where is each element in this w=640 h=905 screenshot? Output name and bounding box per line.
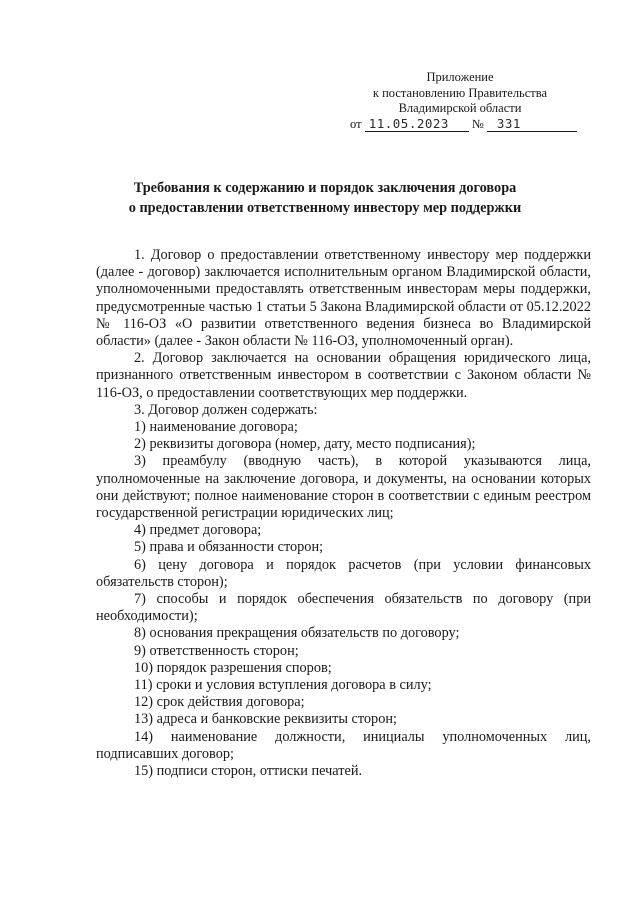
- paragraph-3: 3. Договор должен содержать:: [134, 401, 318, 418]
- title-line-2: о предоставлении ответственному инвестору мер поддержки: [128, 200, 522, 216]
- list-item-2: 2) реквизиты договора (номер, дату, место подписания);: [134, 436, 476, 453]
- list-item-8: 8) основания прекращения обязательств по договору;: [134, 625, 460, 642]
- appendix-resolution: к постановлению Правительства: [372, 85, 548, 100]
- list-item-7: 7) способы и порядок обеспечения обязательств по договору (при необходимости);: [96, 591, 591, 625]
- list-item-11: 11) сроки и условия вступления договора в силу;: [134, 677, 432, 694]
- appendix-header: [340, 70, 580, 132]
- appendix-label: Приложение: [426, 70, 494, 84]
- number-prefix: №: [471, 116, 484, 131]
- list-item-12: 12) срок действия договора;: [134, 694, 305, 711]
- appendix-date-line: [350, 117, 580, 133]
- document-title: [60, 178, 590, 218]
- date-field: [365, 117, 469, 132]
- appendix-region: Владимирской области: [398, 101, 522, 115]
- list-item-1: 1) наименование договора;: [134, 419, 298, 436]
- document-body: [96, 247, 591, 780]
- list-item-3: 3) преамбулу (вводную часть), в которой указываются лица, уполномоченные на заключение договора, и документы, на основании которых они действуют; полное наименование сторон в соответствии с единым реестром государственной регистрации юридических лиц;: [96, 453, 591, 522]
- list-item-9: 9) ответственность сторон;: [134, 642, 299, 659]
- number-field: [487, 117, 577, 132]
- paragraph-2: 2. Договор заключается на основании обращения юридического лица, признанного ответственным инвестором в соответствии с Законом области № 116-ОЗ, о предоставлении соответствующих мер поддержки.: [96, 350, 591, 401]
- date-value: 11.05.2023: [368, 115, 449, 131]
- date-prefix: от: [350, 116, 362, 131]
- list-item-14: 14) наименование должности, инициалы уполномоченных лиц, подписавших договор;: [96, 728, 591, 762]
- list-item-13: 13) адреса и банковские реквизиты сторон;: [134, 711, 397, 728]
- list-item-15: 15) подписи сторон, оттиски печатей.: [134, 763, 363, 780]
- title-line-1: Требования к содержанию и порядок заключения договора: [133, 180, 517, 196]
- list-item-5: 5) права и обязанности сторон;: [134, 539, 324, 556]
- list-item-6: 6) цену договора и порядок расчетов (при условии финансовых обязательств сторон);: [96, 556, 591, 590]
- list-item-4: 4) предмет договора;: [134, 522, 262, 539]
- paragraph-1: 1. Договор о предоставлении ответственному инвестору мер поддержки (далее - договор) заключается исполнительным органом Владимирской области, уполномоченными предоставлять ответственным инвесторам меры поддержки, предусмотренные частью 1 статьи 5 Закона Владимирской области от 05.12.2022 № 116-ОЗ «О развитии ответственного ведения бизнеса во Владимирской области» (далее - Закон области № 116-ОЗ, уполномоченный орган).: [96, 247, 591, 350]
- list-item-10: 10) порядок разрешения споров;: [134, 659, 332, 676]
- number-value: 331: [496, 115, 521, 131]
